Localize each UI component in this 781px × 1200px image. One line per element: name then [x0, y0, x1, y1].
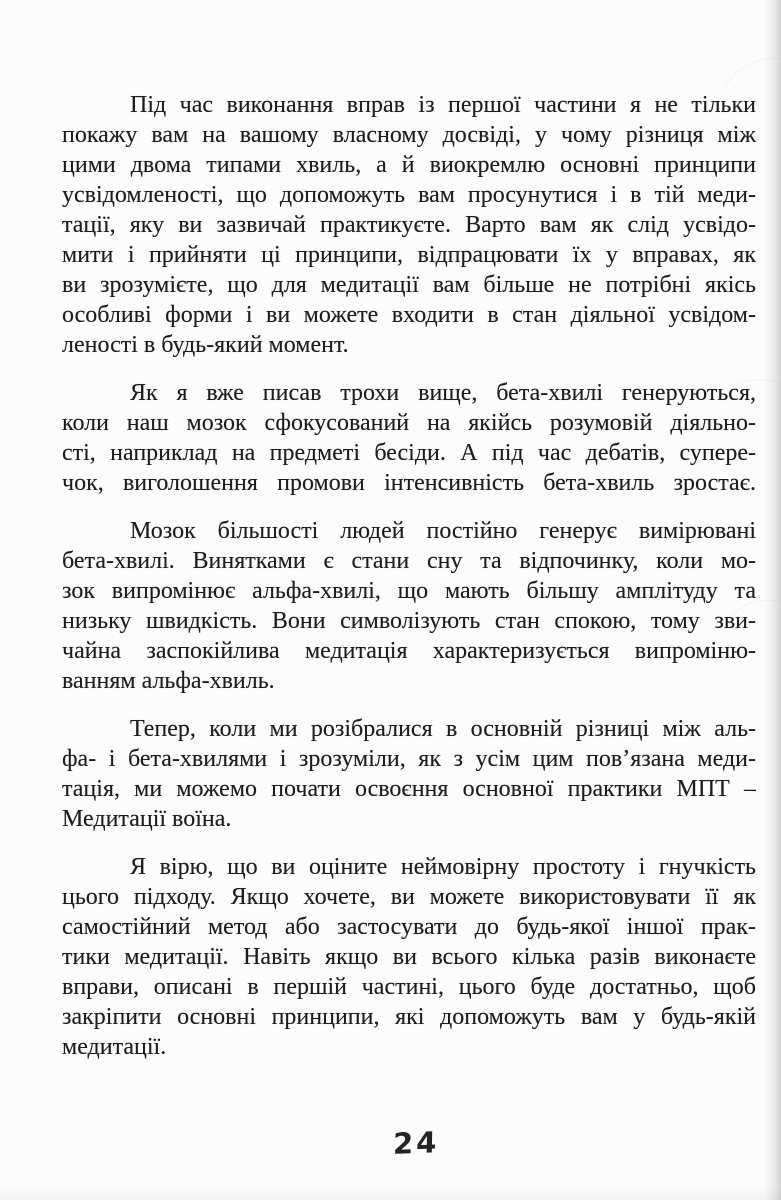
text-line: Як я вже писав трохи вище, бета-хвилі генеруються, [130, 380, 756, 406]
scan-shadow-right [763, 0, 781, 1200]
text-line: Під час виконання вправ із першої частини я не тільки [130, 92, 756, 118]
text-line: ви зрозумієте, що для медитації вам більше не потрібні якісь [62, 272, 756, 298]
text-line: тація, ми можемо почати освоєння основної практики МПТ – [62, 776, 756, 802]
text-line: чайна заспокійлива медитація характеризується випроміню- [62, 638, 756, 664]
text-line: медитації. [62, 1034, 167, 1060]
text-line: фа- і бета-хвилями і зрозуміли, як з усім цим пов’язана меди- [62, 746, 756, 772]
text-line: Тепер, коли ми розібралися в основній різниці між аль- [130, 716, 756, 742]
text-line: леності в будь-який момент. [62, 332, 349, 358]
body-text [62, 90, 756, 1062]
paragraph [62, 852, 756, 1062]
text-line: усвідомленості, що допоможуть вам просунутися і в тій меди- [62, 182, 756, 208]
text-line: низьку швидкість. Вони символізують стан спокою, тому зви- [62, 608, 756, 634]
text-line: цього підходу. Якщо хочете, ви можете використовувати її як [62, 884, 756, 910]
text-line: мити і прийняти ці принципи, відпрацювати їх у вправах, як [62, 242, 756, 268]
text-line: Медитації воїна. [62, 806, 232, 832]
paragraph [62, 90, 756, 360]
text-line: закріпити основні принципи, які допоможуть вам у будь-якій [62, 1004, 756, 1030]
text-line: особливі форми і ви можете входити в стан діяльної усвідом- [62, 302, 756, 328]
text-line: тики медитації. Навіть якщо ви всього кілька разів виконаєте [62, 944, 756, 970]
text-line: Я вірю, що ви оціните неймовірну простоту і гнучкість [130, 854, 756, 880]
paragraph [62, 516, 756, 696]
page-number: 24 [392, 1125, 440, 1161]
text-line: чок, виголошення промови інтенсивність бета-хвиль зростає. [62, 470, 756, 496]
text-line: сті, наприклад на предметі бесіди. А під час дебатів, супере- [62, 440, 756, 466]
paragraph [62, 378, 756, 498]
text-line: коли наш мозок сфокусований на якійсь розумовій діяльно- [62, 410, 756, 436]
text-line: ванням альфа-хвиль. [62, 668, 275, 694]
text-line: покажу вам на вашому власному досвіді, у чому різниця між [62, 122, 756, 148]
text-line: зок випромінює альфа-хвилі, що мають більшу амплітуду та [62, 578, 756, 604]
text-line: самостійний метод або застосувати до будь-якої іншої прак- [62, 914, 756, 940]
paragraph [62, 714, 756, 834]
text-line: цими двома типами хвиль, а й виокремлю основні принципи [62, 152, 756, 178]
text-line: вправи, описані в першій частині, цього буде достатньо, щоб [62, 974, 756, 1000]
scan-shadow-bottom [0, 1186, 781, 1200]
text-line: бета-хвилі. Винятками є стани сну та відпочинку, коли мо- [62, 548, 756, 574]
text-line: тації, яку ви зазвичай практикуєте. Варто вам як слід усвідо- [62, 212, 756, 238]
text-line: Мозок більшості людей постійно генерує вимірювані [130, 518, 756, 544]
